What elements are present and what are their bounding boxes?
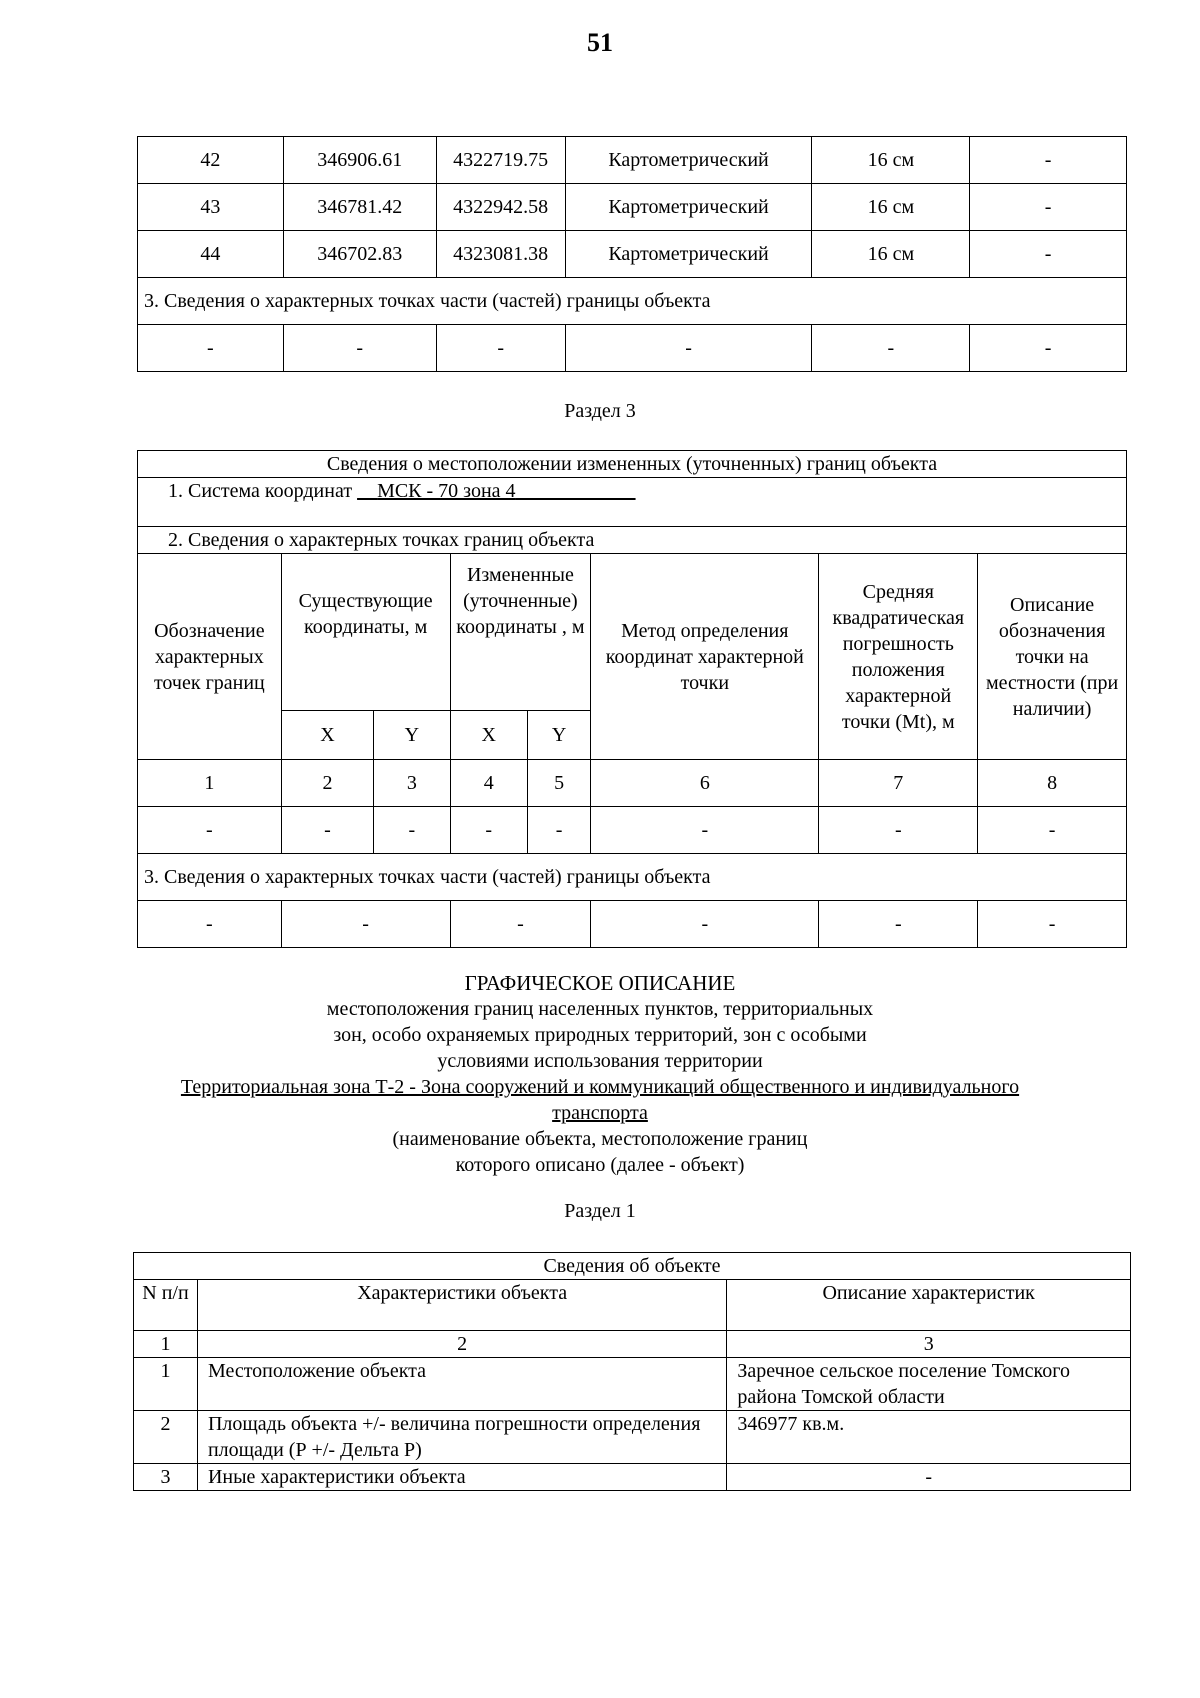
coord-y: 4322719.75	[436, 137, 565, 184]
table-row	[138, 137, 1127, 184]
graphic-line: условиями использования территории	[437, 1050, 763, 1072]
dash-cell: -	[450, 807, 527, 854]
object-name-continued: транспорта	[552, 1102, 648, 1124]
header-designation: Обозначение характерных точек границ	[138, 554, 282, 760]
graphic-line: местоположения границ населенных пунктов, территориальных	[326, 998, 874, 1020]
col-number: 2	[197, 1331, 726, 1358]
col-number: 6	[591, 760, 819, 807]
row-number: 2	[134, 1411, 198, 1464]
row-name: Иные характеристики объекта	[197, 1464, 726, 1491]
coord-y: 4322942.58	[436, 184, 565, 231]
point-number: 42	[138, 137, 284, 184]
table-row	[138, 325, 1127, 372]
dash-cell: -	[819, 807, 978, 854]
dash-cell: -	[591, 901, 819, 948]
dash-cell: -	[819, 901, 978, 948]
object-name: Территориальная зона Т-2 - Зона сооружений и коммуникаций общественного и индивидуального	[180, 1076, 1020, 1098]
header-changed: Измененные (уточненные) координаты , м	[450, 554, 591, 711]
object-info-table	[133, 1252, 1131, 1491]
description: -	[970, 184, 1127, 231]
error: 16 см	[812, 137, 970, 184]
parts-heading: 3. Сведения о характерных точках части (частей) границы объекта	[138, 278, 1127, 325]
coordinate-system-label: 1. Система координат	[168, 480, 353, 502]
description: -	[970, 137, 1127, 184]
col-number: 1	[134, 1331, 198, 1358]
dash-cell: -	[138, 807, 282, 854]
col-number: 7	[819, 760, 978, 807]
table-row	[138, 760, 1127, 807]
coord-x: 346906.61	[283, 137, 436, 184]
method: Картометрический	[565, 231, 812, 278]
col-number: 4	[450, 760, 527, 807]
dash-cell: -	[591, 807, 819, 854]
header-n: N п/п	[134, 1280, 198, 1331]
dash-cell: -	[138, 901, 282, 948]
header-changed-x: X	[450, 711, 527, 760]
dash-cell: -	[970, 325, 1127, 372]
col-number: 3	[374, 760, 450, 807]
dash-cell: -	[436, 325, 565, 372]
row-number: 3	[134, 1464, 198, 1491]
row-value: Заречное сельское поселение Томского района Томской области	[727, 1358, 1131, 1411]
object-info-title: Сведения об объекте	[134, 1253, 1131, 1280]
table-row	[138, 854, 1127, 901]
row-name: Площадь объекта +/- величина погрешности определения площади (Р +/- Дельта Р)	[197, 1411, 726, 1464]
object-note: которого описано (далее - объект)	[455, 1154, 745, 1176]
col-number: 8	[978, 760, 1127, 807]
object-note: (наименование объекта, местоположение границ	[392, 1128, 808, 1150]
coord-x: 346702.83	[283, 231, 436, 278]
dash-cell: -	[281, 807, 373, 854]
header-characteristics: Характеристики объекта	[197, 1280, 726, 1331]
method: Картометрический	[565, 184, 812, 231]
graphic-heading: ГРАФИЧЕСКОЕ ОПИСАНИЕ	[464, 971, 736, 995]
dash-cell: -	[450, 901, 591, 948]
header-existing-y: Y	[374, 711, 450, 760]
dash-cell: -	[978, 807, 1127, 854]
coordinate-system-value: МСК - 70 зона 4	[377, 480, 516, 502]
section-3-title: Сведения о местоположении измененных (уточненных) границ объекта	[138, 451, 1127, 478]
header-method: Метод определения координат характерной точки	[591, 554, 819, 760]
table-row	[138, 901, 1127, 948]
coord-y: 4323081.38	[436, 231, 565, 278]
table-row	[134, 1358, 1131, 1411]
points-table-continued	[137, 136, 1127, 372]
header-existing: Существующие координаты, м	[281, 554, 450, 711]
dash-cell: -	[812, 325, 970, 372]
points-heading: 2. Сведения о характерных точках границ объекта	[138, 527, 1127, 554]
dash-cell: -	[978, 901, 1127, 948]
dash-cell: -	[283, 325, 436, 372]
graphic-description	[0, 970, 1200, 1178]
point-number: 44	[138, 231, 284, 278]
table-row	[138, 807, 1127, 854]
row-name: Местоположение объекта	[197, 1358, 726, 1411]
table-row	[138, 184, 1127, 231]
method: Картометрический	[565, 137, 812, 184]
col-number: 3	[727, 1331, 1131, 1358]
row-value: 346977 кв.м.	[727, 1411, 1131, 1464]
header-existing-x: X	[281, 711, 373, 760]
page-number: 51	[587, 28, 613, 57]
error: 16 см	[812, 184, 970, 231]
table-row	[138, 231, 1127, 278]
dash-cell: -	[138, 325, 284, 372]
col-number: 1	[138, 760, 282, 807]
coordinate-system	[138, 478, 1127, 527]
row-value: -	[727, 1464, 1131, 1491]
section-3-caption: Раздел 3	[564, 400, 636, 422]
dash-cell: -	[374, 807, 450, 854]
header-description: Описание характеристик	[727, 1280, 1131, 1331]
coord-x: 346781.42	[283, 184, 436, 231]
error: 16 см	[812, 231, 970, 278]
header-changed-y: Y	[527, 711, 590, 760]
table-row	[134, 1411, 1131, 1464]
description: -	[970, 231, 1127, 278]
col-number: 2	[281, 760, 373, 807]
point-number: 43	[138, 184, 284, 231]
header-description: Описание обозначения точки на местности (при наличии)	[978, 554, 1127, 760]
section-3-table	[137, 450, 1127, 948]
section-1-caption: Раздел 1	[564, 1200, 636, 1222]
graphic-line: зон, особо охраняемых природных территорий, зон с особыми	[333, 1024, 867, 1046]
dash-cell: -	[565, 325, 812, 372]
parts-heading: 3. Сведения о характерных точках части (частей) границы объекта	[138, 854, 1127, 901]
table-row	[138, 278, 1127, 325]
col-number: 5	[527, 760, 590, 807]
header-error: Средняя квадратическая погрешность положения характерной точки (Mt), м	[819, 554, 978, 760]
table-row	[134, 1464, 1131, 1491]
dash-cell: -	[281, 901, 450, 948]
row-number: 1	[134, 1358, 198, 1411]
dash-cell: -	[527, 807, 590, 854]
